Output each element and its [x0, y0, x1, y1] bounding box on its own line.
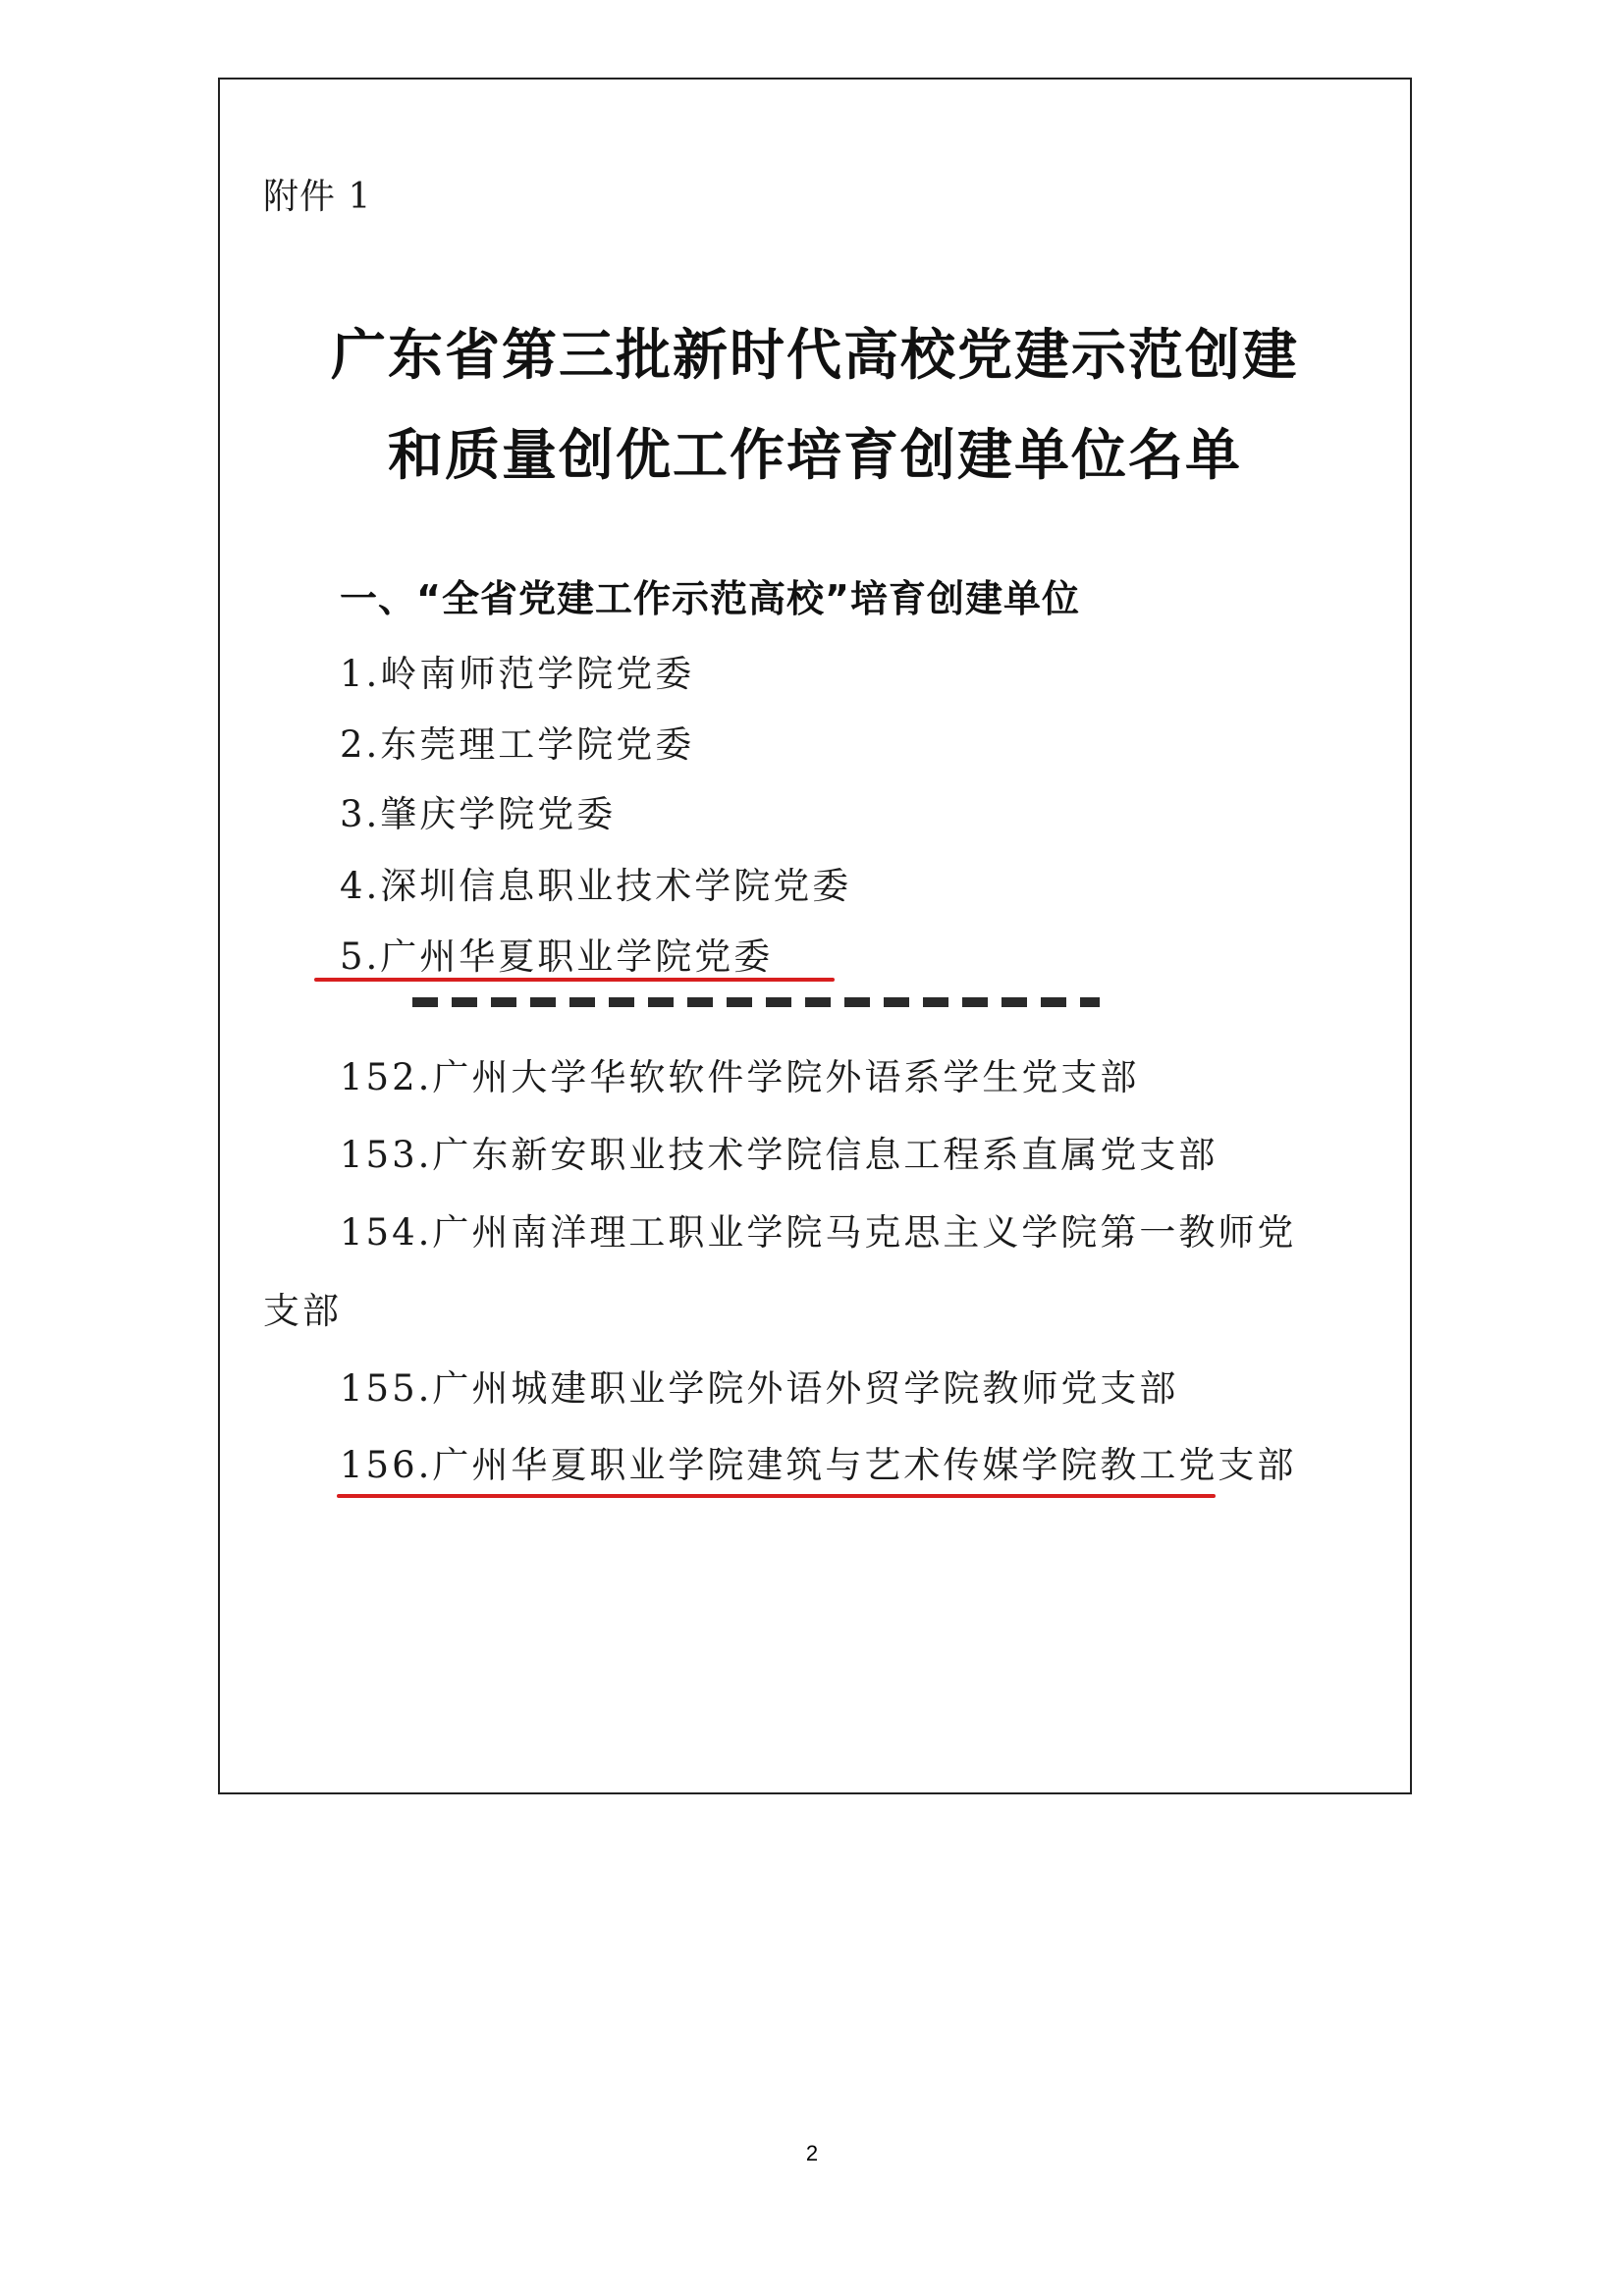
- list-item: 1.岭南师范学院党委: [340, 653, 695, 695]
- list-item: 154.广州南洋理工职业学院马克思主义学院第一教师党: [340, 1211, 1297, 1254]
- list-item-highlighted: 5.广州华夏职业学院党委: [340, 935, 774, 978]
- document-title-line-2: 和质量创优工作培育创建单位名单: [388, 424, 1242, 488]
- document-title-line-1: 广东省第三批新时代高校党建示范创建: [331, 324, 1299, 388]
- page-number: 2: [805, 2141, 819, 2165]
- red-underline: [314, 978, 835, 982]
- list-item: 2.东莞理工学院党委: [340, 723, 695, 766]
- section-heading: 一、“全省党建工作示范高校”培育创建单位: [340, 577, 1080, 620]
- attachment-label: 附件 1: [263, 177, 372, 217]
- list-item: 155.广州城建职业学院外语外贸学院教师党支部: [340, 1367, 1179, 1410]
- cropped-text-fragment: [412, 993, 1100, 1011]
- red-underline: [337, 1494, 1216, 1498]
- list-item: 153.广东新安职业技术学院信息工程系直属党支部: [340, 1134, 1218, 1176]
- list-item-highlighted: 156.广州华夏职业学院建筑与艺术传媒学院教工党支部: [340, 1444, 1297, 1486]
- list-item: 3.肇庆学院党委: [340, 793, 617, 835]
- list-item: 152.广州大学华软软件学院外语系学生党支部: [340, 1056, 1140, 1098]
- list-item: 4.深圳信息职业技术学院党委: [340, 865, 852, 907]
- list-item-continuation: 支部: [263, 1290, 342, 1332]
